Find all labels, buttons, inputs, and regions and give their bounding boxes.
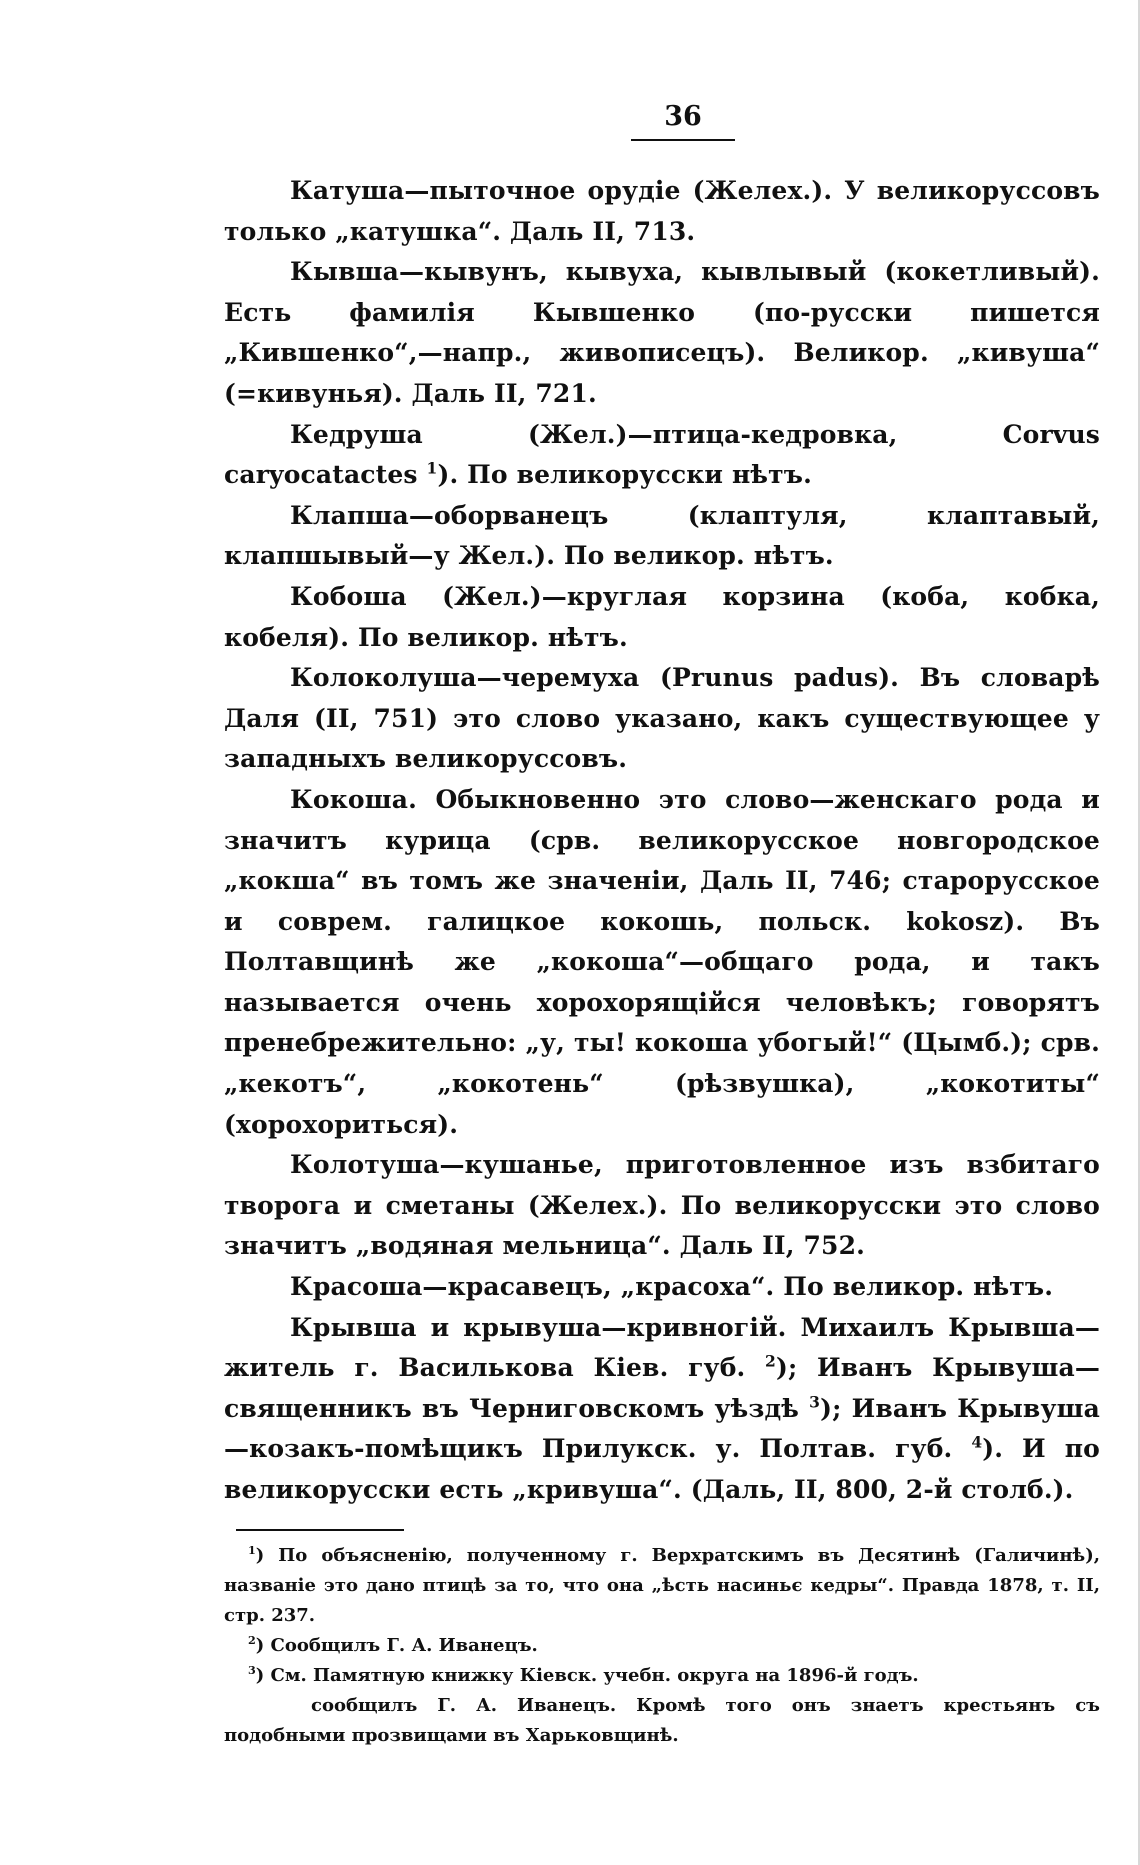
footnote-1 — [224, 1541, 1100, 1631]
entry-kolotusha: Колотуша—кушанье, приготовленное изъ взбитаго творога и сметаны (Желех.). По великорусски это слово значитъ „водяная мельница“. Даль II, 752. — [224, 1150, 1100, 1261]
page-number-rule — [631, 139, 735, 141]
footnote-mark: 3 — [248, 1663, 256, 1677]
footnote-ref: 1 — [426, 458, 438, 478]
entry-kolokolusha: Колоколуша—черемуха (Prunus padus). Въ словарѣ Даля (II, 751) это слово указано, какъ существующее у западныхъ великоруссовъ. — [224, 663, 1100, 774]
entry-krasosha: Красоша—красавецъ, „красоха“. По великор. нѣтъ. — [290, 1272, 1054, 1302]
footnote-mark: 2 — [248, 1633, 256, 1647]
entry-text: ); Иванъ Крывуша—козакъ-помѣщикъ Прилукск. у. Полтав. губ. — [224, 1393, 1100, 1464]
book-page — [224, 100, 1100, 1751]
footnote-ref: 2 — [765, 1351, 776, 1371]
footnote-ref: 3 — [809, 1392, 821, 1412]
entry-kokosha: Кокоша. Обыкновенно это слово—женскаго рода и значитъ курица (срв. великорусское новгородское „кокша“ въ томъ же значеніи, Даль II, 746; старорусское и соврем. галицкое кокошь, польск. kokosz). Въ Полтавщинѣ же „кокоша“—общаго рода, и такъ называется очень хорохорящійся человѣкъ; говорятъ пренебрежительно: „у, ты! кокоша убогый!“ (Цымб.); срв. „кекотъ“, „кокотень“ (рѣзвушка), „кокотиты“ (хорохориться). — [224, 784, 1100, 1139]
footnotes — [224, 1541, 1100, 1751]
footnote-mark: 1 — [248, 1543, 256, 1557]
footnote-3 — [224, 1661, 1100, 1691]
footnote-text: ) По объясненію, полученному г. Верхратскимъ въ Десятинѣ (Галичинѣ), названіе это дано птицѣ за то, что она „ѣсть насиньє кедры“. Правда 1878, т. II, стр. 237. — [224, 1544, 1100, 1626]
entry-text-cont: ). По великорусски нѣтъ. — [437, 460, 812, 490]
entry-text: Кедруша (Жел.)—птица-кедровка, Corvus caryocatactes — [224, 419, 1100, 490]
entry-kryvsha — [224, 1308, 1100, 1511]
footnote-text: ) Сообщилъ Г. А. Иванецъ. — [255, 1634, 538, 1656]
page-number: 36 — [664, 101, 702, 132]
footnote-3-continued: сообщилъ Г. А. Иванецъ. Кромѣ того онъ знаетъ крестьянъ съ подобными прозвищами въ Харьковщинѣ. — [224, 1694, 1100, 1746]
entry-text: ); Иванъ Крывуша—священникъ въ Черниговскомъ уѣздѣ — [224, 1353, 1100, 1423]
entry-kedrusha — [224, 415, 1100, 496]
footnote-2 — [224, 1631, 1100, 1661]
footnote-divider — [236, 1529, 404, 1531]
entry-text: Крывша и крывуша—кривногій. Михаилъ Крывша—житель г. Василькова Кіев. губ. — [224, 1312, 1100, 1383]
entry-kyvsha: Кывша—кывунъ, кывуха, кывлывый (кокетливый). Есть фамилія Кывшенко (по-русски пишется „Кившенко“,—напр., живописецъ). Великор. „кивуша“ (=кивунья). Даль II, 721. — [224, 257, 1100, 408]
entry-kobosha: Кобоша (Жел.)—круглая корзина (коба, кобка, кобеля). По великор. нѣтъ. — [224, 581, 1100, 652]
footnote-text: ) См. Памятную книжку Кіевск. учебн. округа на 1896-й годъ. — [255, 1664, 919, 1686]
entry-klapsha: Клапша—оборванецъ (клаптуля, клаптавый, клапшывый—у Жел.). По великор. нѣтъ. — [224, 500, 1100, 571]
entry-text: ). И по великорусски есть „кривуша“. (Даль, II, 800, 2-й столб.). — [224, 1434, 1100, 1504]
footnote-ref: 4 — [971, 1433, 983, 1453]
entry-katusha: Катуша—пыточное орудіе (Желех.). У великоруссовъ только „катушка“. Даль II, 713. — [224, 176, 1100, 246]
dictionary-entries — [224, 171, 1100, 1511]
